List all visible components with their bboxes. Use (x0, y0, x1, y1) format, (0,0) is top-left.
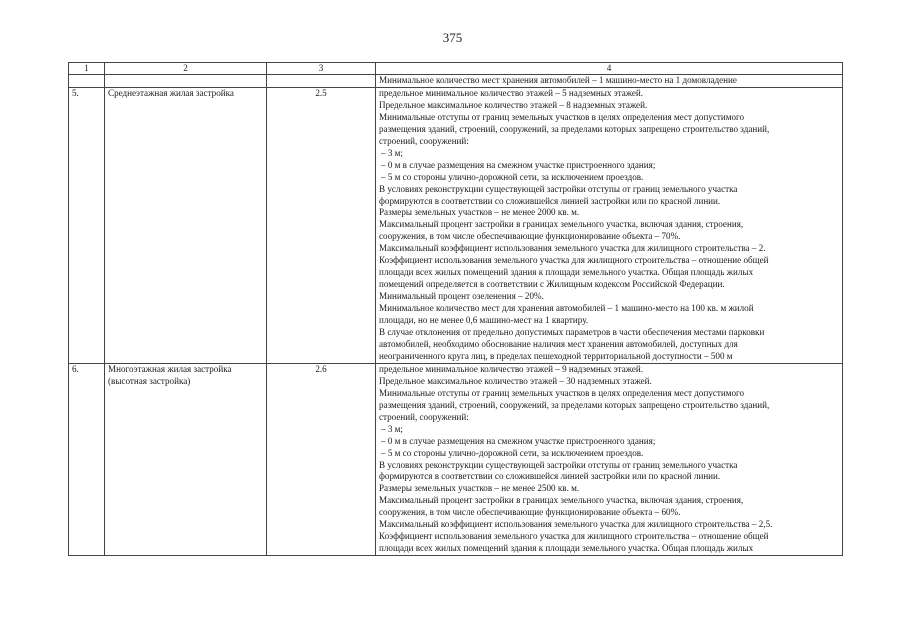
text-line: Коэффициент использования земельного участка для жилищного строительства – отношение общей (379, 255, 769, 266)
regulations-table (68, 62, 843, 556)
dash-list-item: – 5 м со стороны улично-дорожной сети, за исключением проездов. (379, 448, 839, 460)
text-line: Предельное максимальное количество этажей – 30 надземных этажей. (379, 375, 652, 386)
dash-list-item: – 5 м со стороны улично-дорожной сети, за исключением проездов. (379, 172, 839, 184)
page-number: 375 (442, 30, 463, 45)
text-line: Минимальное количество мест хранения автомобилей – 1 машино-место на 1 домовладение (379, 75, 737, 85)
use-type-code: 2.6 (267, 363, 376, 555)
text-line: площади, но не менее 0,6 машино-мест на 1 квартиру. (379, 315, 589, 326)
parameters-cell (376, 87, 843, 363)
text-line: помещений определяется в соответствии с Жилищным кодексом Российской Федерации. (379, 279, 725, 290)
column-number-row (69, 63, 843, 75)
dash-list-item: – 3 м; (379, 148, 839, 160)
text-line: В условиях реконструкции существующей застройки отступы от границ земельного участка (379, 183, 738, 194)
text-line: формируются в соответствии со сложившейся линией застройки или по красной линии. (379, 471, 721, 482)
text-line: В случае отклонения от предельно допустимых параметров в части обеспечения местами парковки (379, 327, 765, 338)
text-line: Коэффициент использования земельного участка для жилищного строительства – отношение общей (379, 531, 769, 542)
text-line: Минимальное количество мест для хранения автомобилей – 1 машино-место на 100 кв. м жилой (379, 303, 754, 314)
text-line: площади всех жилых помещений здания к площади земельного участка. Общая площадь жилых (379, 543, 754, 554)
column-number-cell: 2 (105, 63, 267, 75)
text-line: Минимальный процент озеленения – 20%. (379, 291, 544, 302)
text-line: Размеры земельных участков – не менее 2500 кв. м. (379, 483, 580, 494)
text-line: неограниченного круга лиц, в пределах пешеходной территориальной доступности – 500 м (379, 350, 733, 361)
dash-list-item: – 0 м в случае размещения на смежном участке пристроенного здания; (379, 160, 839, 172)
use-type-name (105, 363, 267, 555)
text-line: В условиях реконструкции существующей застройки отступы от границ земельного участка (379, 459, 738, 470)
text-line: размещения зданий, строений, сооружений, за пределами которых запрещено строительство зданий, (379, 123, 770, 134)
use-type-name-line: (высотная застройка) (108, 375, 191, 386)
dash-list-item: – 3 м; (379, 424, 839, 436)
row-number: 5. (69, 87, 105, 363)
text-line: Максимальный процент застройки в границах земельного участка, включая здания, строения, (379, 495, 744, 506)
table-row-6 (69, 363, 843, 555)
text-line: строений, сооружений: (379, 135, 469, 146)
parameters-cell (376, 75, 843, 88)
text-line: строений, сооружений: (379, 411, 469, 422)
text-line: сооружения, в том числе обеспечивающие функционирование объекта – 70%. (379, 231, 681, 242)
column-number-cell: 4 (376, 63, 843, 75)
text-line: Размеры земельных участков – не менее 2000 кв. м. (379, 207, 580, 218)
text-line: размещения зданий, строений, сооружений, за пределами которых запрещено строительство зданий, (379, 399, 770, 410)
text-line: Минимальные отступы от границ земельных участков в целях определения мест допустимого (379, 111, 745, 122)
text-line: Минимальные отступы от границ земельных участков в целях определения мест допустимого (379, 387, 745, 398)
table-row-5 (69, 87, 843, 363)
text-line: автомобилей, необходимо обоснование наличия мест хранения автомобилей, доступных для (379, 338, 738, 349)
text-line: формируются в соответствии со сложившейся линией застройки или по красной линии. (379, 195, 721, 206)
use-type-code: 2.5 (267, 87, 376, 363)
text-line: площади всех жилых помещений здания к площади земельного участка. Общая площадь жилых (379, 267, 754, 278)
text-line: предельное минимальное количество этажей – 9 надземных этажей. (379, 363, 644, 374)
text-line: Предельное максимальное количество этажей – 8 надземных этажей. (379, 99, 648, 110)
text-line: Максимальный процент застройки в границах земельного участка, включая здания, строения, (379, 219, 744, 230)
use-type-name-line: Многоэтажная жилая застройка (108, 363, 232, 374)
row-number: 6. (69, 363, 105, 555)
text-line: предельное минимальное количество этажей – 5 надземных этажей. (379, 87, 644, 98)
text-line: Максимальный коэффициент использования земельного участка для жилищного строительства – 2. (379, 243, 766, 254)
text-line: сооружения, в том числе обеспечивающие функционирование объекта – 60%. (379, 507, 681, 518)
parameters-cell (376, 363, 843, 555)
dash-list-item: – 0 м в случае размещения на смежном участке пристроенного здания; (379, 436, 839, 448)
table-row-continued (69, 75, 843, 88)
column-number-cell: 1 (69, 63, 105, 75)
column-number-cell: 3 (267, 63, 376, 75)
text-line: Максимальный коэффициент использования земельного участка для жилищного строительства – 2,5. (379, 519, 773, 530)
use-type-name: Среднеэтажная жилая застройка (105, 87, 267, 363)
